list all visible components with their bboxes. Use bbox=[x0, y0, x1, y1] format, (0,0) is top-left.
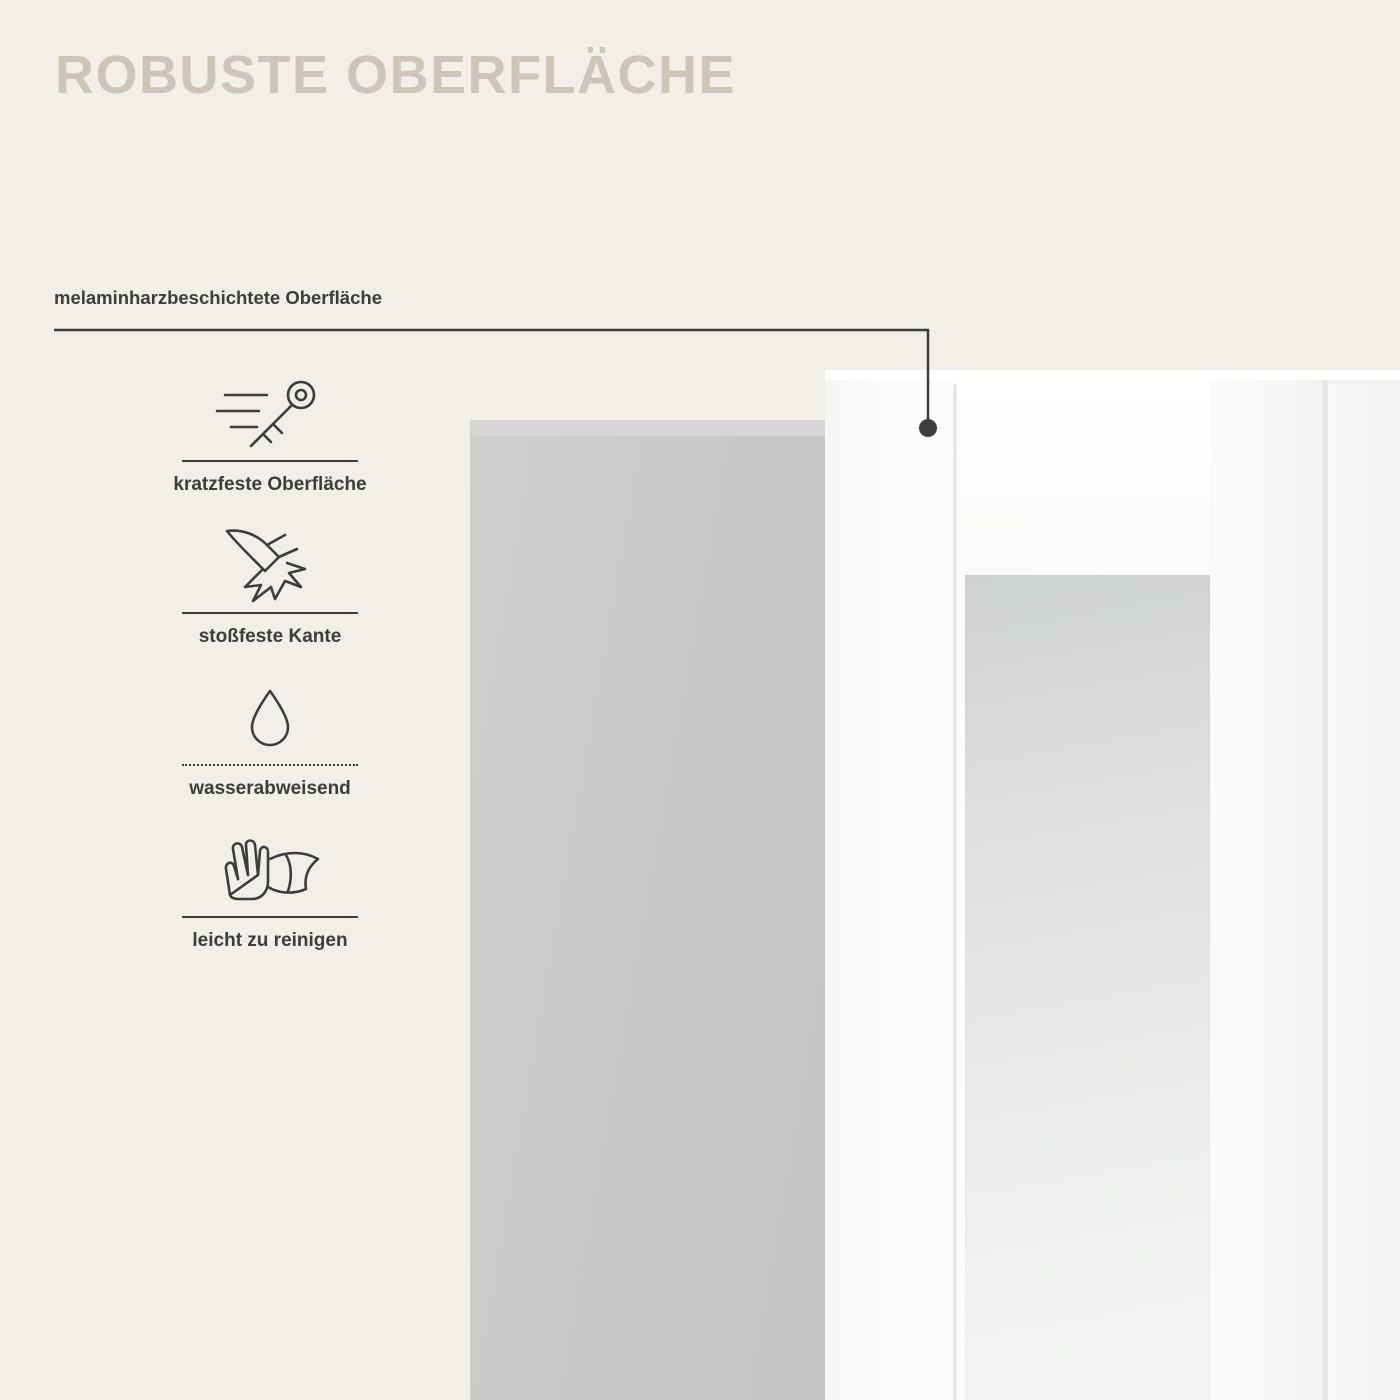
page-title: ROBUSTE OBERFLÄCHE bbox=[55, 45, 737, 105]
feature-label: leicht zu reinigen bbox=[192, 930, 348, 951]
feature-item-impact-resistant bbox=[120, 522, 420, 648]
cabinet-side-panel bbox=[470, 432, 825, 1400]
feature-item-easy-clean bbox=[120, 826, 420, 952]
impact-resistant-hammer-icon bbox=[120, 522, 420, 608]
mirror-panel bbox=[965, 575, 1210, 1400]
feature-item-scratch-resistant bbox=[120, 370, 420, 496]
water-repellent-droplet-icon bbox=[120, 674, 420, 760]
cabinet-front-top-edge bbox=[825, 370, 1400, 380]
feature-divider bbox=[182, 764, 358, 766]
cabinet-side-top-edge bbox=[470, 420, 825, 436]
feature-label: kratzfeste Oberfläche bbox=[173, 474, 367, 495]
feature-item-water-repellent bbox=[120, 674, 420, 800]
feature-label: wasserabweisend bbox=[189, 778, 351, 799]
mirror-frame-right bbox=[1210, 380, 1322, 1400]
feature-divider bbox=[182, 916, 358, 918]
callout-label: melaminharzbeschichtete Oberfläche bbox=[54, 287, 382, 308]
product-image bbox=[470, 370, 1400, 1400]
cabinet-right-door bbox=[1328, 384, 1400, 1400]
easy-clean-hand-cloth-icon bbox=[120, 826, 420, 912]
feature-list bbox=[120, 370, 420, 978]
feature-divider bbox=[182, 612, 358, 614]
mirror-frame-top bbox=[957, 380, 1218, 577]
scratch-resistant-key-icon bbox=[120, 370, 420, 456]
feature-label: stoßfeste Kante bbox=[198, 626, 342, 647]
feature-divider bbox=[182, 460, 358, 462]
door-left-stile bbox=[825, 380, 953, 1400]
